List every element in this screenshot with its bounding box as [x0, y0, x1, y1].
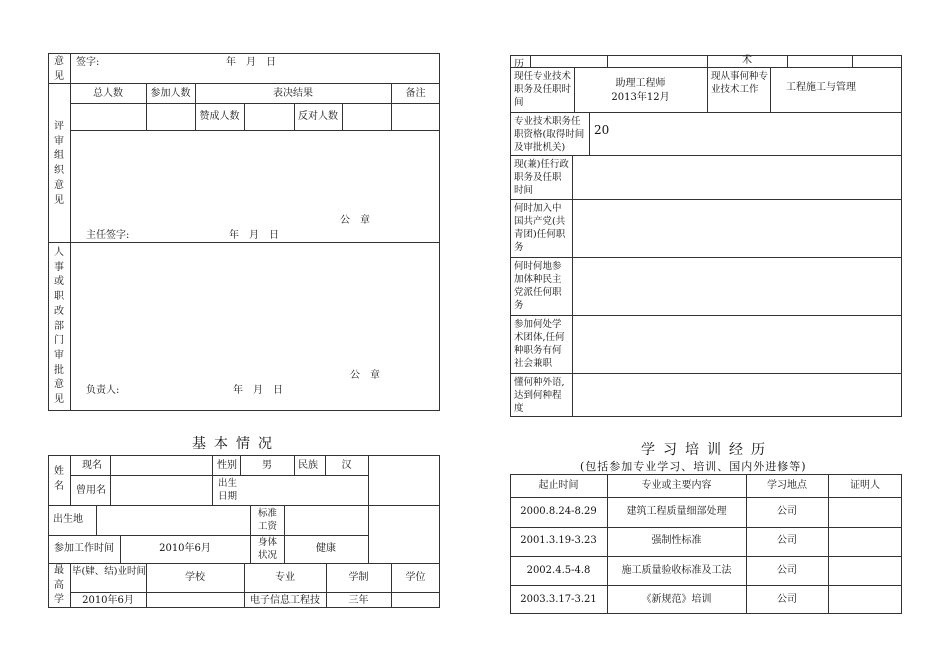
- current-title-value: 助理工程师: [615, 78, 666, 89]
- train-row-2-period: 2001.3.19-3.23: [520, 535, 597, 546]
- date-3: 年 月 日: [233, 385, 283, 396]
- gender-value: 男: [262, 460, 272, 471]
- dob-label: 出生日期: [218, 478, 238, 502]
- work-start-value: 2010年6月: [159, 543, 211, 554]
- work-start-label: 参加工作时间: [54, 543, 114, 554]
- seal-1: 公 章: [340, 215, 370, 226]
- former-name-label: 曾用名: [76, 485, 106, 496]
- edu-group-label: 最高学: [54, 565, 64, 606]
- training-title: 学习培训经历: [641, 442, 773, 458]
- train-row-3-location: 公司: [777, 565, 797, 576]
- partial-tech-text: 术: [742, 55, 752, 66]
- train-row-1-location: 公司: [777, 506, 797, 517]
- train-row-4-location: 公司: [777, 594, 797, 605]
- system-label: 学制: [348, 572, 369, 583]
- col-attend: 参加人数: [150, 88, 191, 99]
- qualification-label: 专业技术职务任职资格(取得时间及审批机关): [514, 116, 585, 153]
- grad-time-label: 毕(肄、结)业时间: [72, 566, 146, 577]
- train-row-1-content: 建筑工程质量细部处理: [626, 506, 727, 517]
- person-in-charge: 负责人:: [86, 385, 120, 396]
- current-name-label: 现名: [82, 460, 102, 471]
- signature-label: 签字:: [76, 57, 100, 68]
- other-party-label: 何时何地参加体种民主党派任何职务: [514, 261, 562, 311]
- col-total: 总人数: [93, 88, 123, 99]
- ethnicity-value: 汉: [341, 460, 352, 471]
- opinion-label: 意见: [54, 56, 64, 82]
- partial-history-text: 历: [514, 59, 524, 70]
- party-label: 何时加入中国共产党(共青团)任何职务: [514, 203, 566, 253]
- academic-label: 参加何处学术团体,任何种职务有何社会兼职: [514, 319, 565, 369]
- train-row-3-content: 施工质量验收标准及工法: [621, 565, 732, 576]
- date-2: 年 月 日: [229, 230, 279, 241]
- train-col-content: 专业或主要内容: [641, 480, 712, 491]
- train-row-2-location: 公司: [777, 535, 797, 546]
- train-row-1-period: 2000.8.24-8.29: [520, 506, 597, 517]
- qualification-value: 20: [594, 123, 610, 137]
- review-org-label: 评审组织意见: [54, 121, 64, 206]
- train-row-4-content: 《新规范》培训: [641, 594, 712, 605]
- current-title-date: 2013年12月: [611, 92, 670, 103]
- seal-2: 公 章: [350, 370, 380, 381]
- grad-time-value: 2010年6月: [82, 595, 134, 606]
- birthplace-label: 出生地: [53, 514, 83, 525]
- major-value: 电子信息工程技: [250, 595, 320, 606]
- train-col-witness: 证明人: [850, 480, 880, 491]
- basic-title: 基本情况: [192, 436, 280, 452]
- language-label: 懂何种外语,达到何种程度: [514, 377, 565, 414]
- degree-label: 学位: [405, 572, 426, 583]
- system-value: 三年: [348, 595, 369, 606]
- col-for: 赞成人数: [199, 111, 240, 122]
- health-value: 健康: [316, 543, 336, 554]
- col-result: 表决结果: [273, 88, 313, 99]
- current-work-label: 现从事何种专业技术工作: [711, 71, 769, 95]
- name-group-label: 姓名: [54, 466, 64, 492]
- admin-post-label: 现(兼)任行政职务及任职时间: [514, 159, 569, 196]
- major-label: 专业: [275, 572, 295, 583]
- train-col-location: 学习地点: [767, 480, 807, 491]
- current-work-value: 工程施工与管理: [786, 82, 856, 93]
- train-row-2-content: 强制性标准: [651, 535, 702, 546]
- school-label: 学校: [185, 572, 205, 583]
- train-row-3-period: 2002.4.5-4.8: [526, 565, 591, 576]
- date-label: 年 月 日: [226, 57, 276, 68]
- std-wage-label: 标准工资: [258, 508, 278, 532]
- train-col-period: 起止时间: [538, 480, 579, 491]
- current-title-label: 现任专业技术职务及任职时间: [514, 71, 572, 108]
- ethnicity-label: 民族: [298, 460, 318, 471]
- col-against: 反对人数: [298, 111, 338, 122]
- train-row-4-period: 2003.3.17-3.21: [520, 594, 597, 605]
- gender-label: 性别: [217, 460, 237, 471]
- health-label: 身体状况: [258, 537, 278, 561]
- hr-approval-label: 人事或职改部门审批意见: [54, 247, 64, 406]
- col-remark: 备注: [405, 88, 426, 99]
- director-sign: 主任签字:: [86, 230, 130, 241]
- training-subtitle: (包括参加专业学习、培训、国内外进修等): [580, 460, 807, 473]
